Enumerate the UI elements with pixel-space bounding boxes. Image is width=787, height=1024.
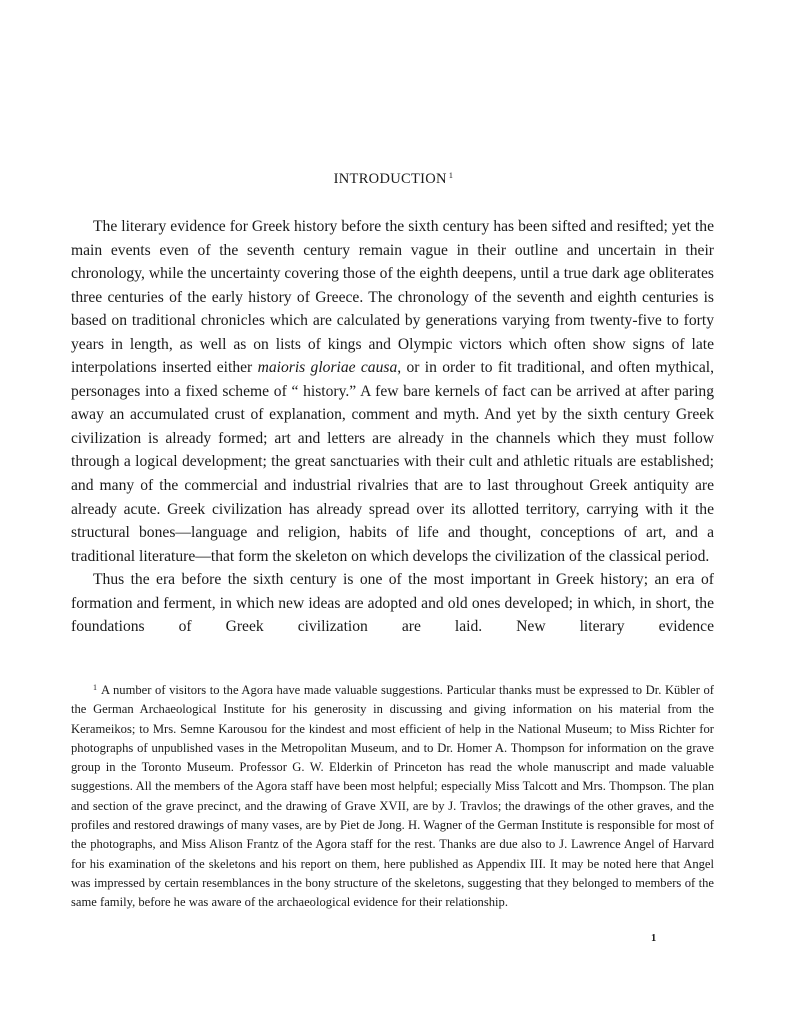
page-title xyxy=(0,170,787,188)
title-footnote-marker: 1 xyxy=(448,170,454,180)
paragraph-1-latin-phrase: maioris gloriae causa xyxy=(257,359,398,377)
footnote xyxy=(71,678,714,913)
footnote-paragraph xyxy=(71,678,714,913)
footnote-marker: 1 xyxy=(93,683,97,692)
paragraph-2: Thus the era before the sixth century is one of the most important in Greek history; an era of formation and ferment, in which new ideas are adopted and old ones developed; in which, in short, the foundations of Greek civilization are laid. New literary evidence xyxy=(71,571,714,636)
paragraph-1 xyxy=(71,215,714,568)
page-title-text: INTRODUCTION xyxy=(333,171,447,187)
paragraph-1-part-a: The literary evidence for Greek history before the sixth century has been sifted and resifted; yet the main events even of the seventh century remain vague in their outline and uncertain in their chronology, while the uncertainty covering those of the eighth deepens, until a true dark age obliterates three centuries of the early history of Greece. The chronology of the seventh and eighth centuries is based on traditional chronicles which are calculated by generations varying from twenty-five to forty years in length, as well as on lists of kings and Olympic victors which often show signs of late interpolations inserted either xyxy=(71,218,714,377)
page-number: 1 xyxy=(651,933,657,944)
body-text xyxy=(71,215,714,639)
paragraph-1-part-b: , or in order to fit traditional, and often mythical, personages into a fixed scheme of “ history.” A few bare kernels of fact can be arrived at after paring away an accumulated crust of explanation, comment and myth. And yet by the sixth century Greek civilization is already formed; art and letters are already in the channels which they must follow through a logical development; the great sanctuaries with their cult and athletic rituals are established; and many of the commercial and industrial rivalries that are to last throughout Greek antiquity are already acute. Greek civilization has already spread over its allotted territory, carrying with it the structural bones—language and religion, habits of life and thought, conceptions of art, and a traditional literature—that form the skeleton on which develops the civilization of the classical period. xyxy=(71,359,715,565)
footnote-text: A number of visitors to the Agora have made valuable suggestions. Particular thanks must be expressed to Dr. Kübler of the German Archaeological Institute for his generosity in discussing and giving information on his material from the Kerameikos; to Mrs. Semne Karousou for the kindest and most efficient of help in the National Museum; to Miss Richter for photographs of unpublished vases in the Metropolitan Museum, and to Dr. Homer A. Thompson for information on the grave group in the Toronto Museum. Professor G. W. Elderkin of Princeton has read the whole manuscript and made valuable suggestions. All the members of the Agora staff have been most helpful; especially Miss Talcott and Mrs. Thompson. The plan and section of the grave precinct, and the drawing of Grave XVII, are by J. Travlos; the drawings of the other graves, and the profiles and restored drawings of many vases, are by Piet de Jong. H. Wagner of the German Institute is responsible for most of the photographs, and Miss Alison Frantz of the Agora staff for the rest. Thanks are due also to J. Lawrence Angel of Harvard for his examination of the skeletons and his report on them, here published as Appendix III. It may be noted here that Angel was impressed by certain resemblances in the bony structure of the skeletons, suggesting that they belonged to members of the same family, before he was aware of the archaeological evidence for their relationship. xyxy=(71,683,714,910)
